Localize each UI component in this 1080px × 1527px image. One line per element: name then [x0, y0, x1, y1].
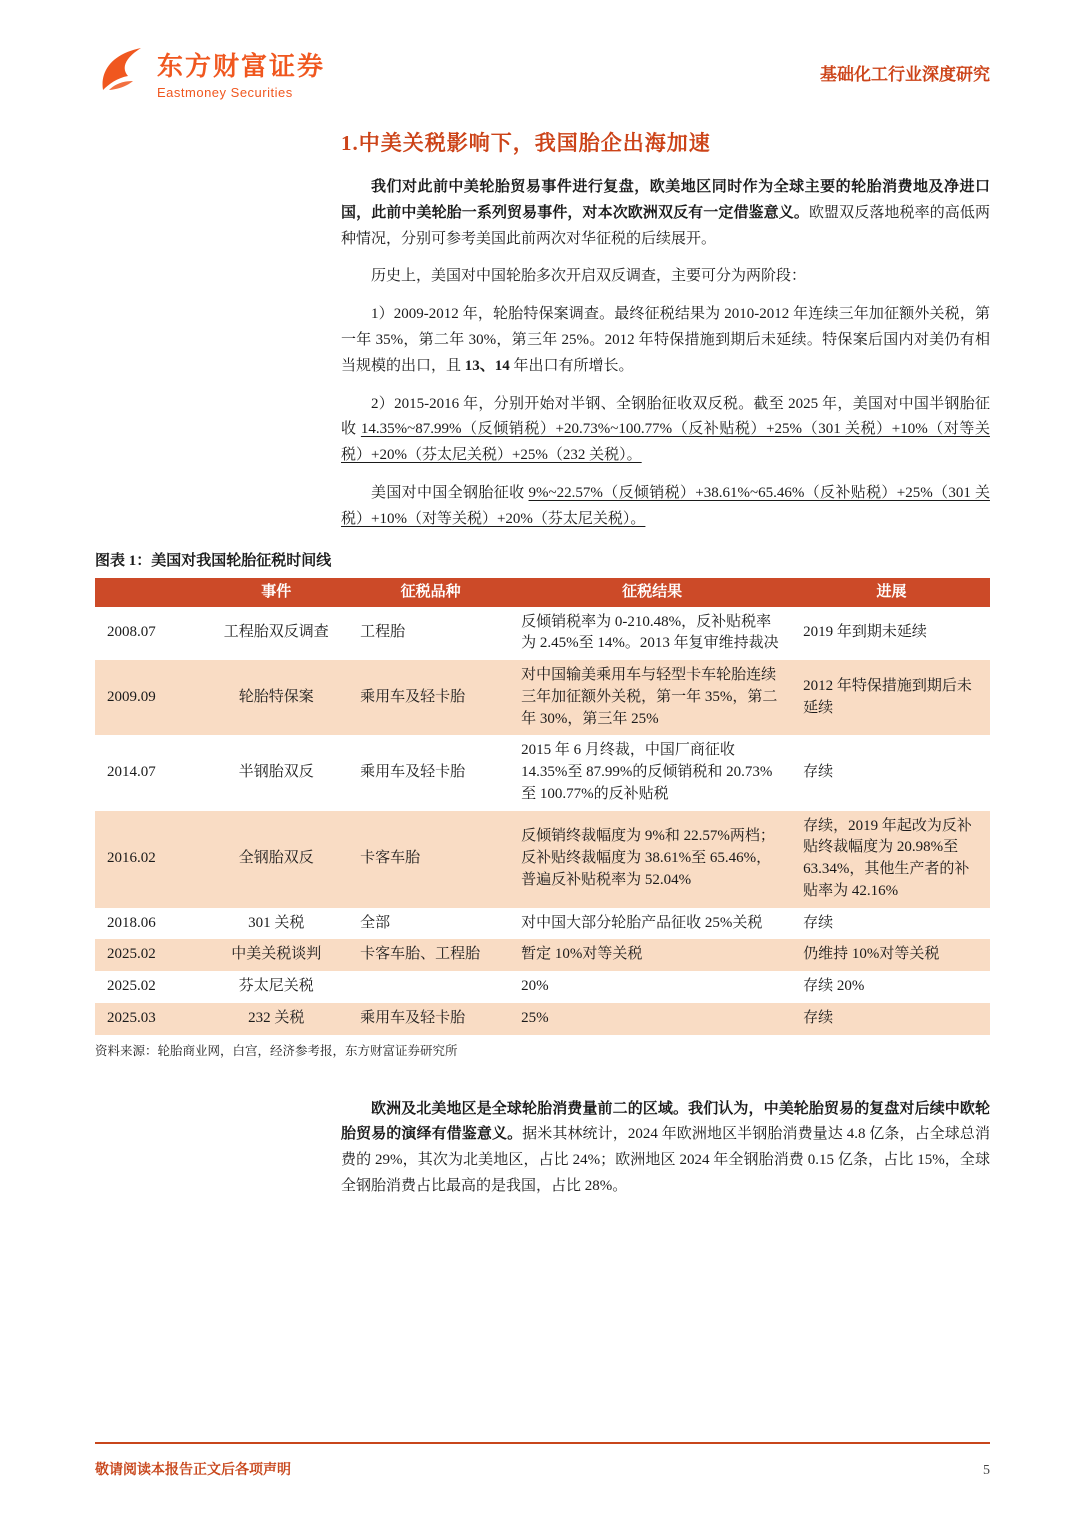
cell-category: 乘用车及轻卡胎 — [350, 1003, 511, 1035]
table-header-cell: 征税结果 — [511, 578, 793, 607]
text-run: 欧洲及北美地区是全球轮胎消费量前二的区域。我们认为，中美轮胎贸易的复盘对后续中欧轮胎贸易的演绎有借鉴意义。 — [341, 1100, 990, 1143]
text-run: 2）2015-2016 年，分别开始对半钢、全钢胎征收双反税。截至 2025 年，美国对中国半钢胎征收 — [341, 395, 990, 438]
cell-progress: 存续，2019 年起改为反补贴终裁幅度为 20.98%至 63.34%，其他生产者的补贴率为 42.16% — [793, 811, 990, 908]
text-run: 历史上，美国对中国轮胎多次开启双反调查，主要可分为两阶段： — [371, 268, 807, 285]
table-header-row — [95, 578, 990, 607]
paragraph — [341, 302, 990, 379]
cell-result: 25% — [511, 1003, 793, 1035]
paragraph — [341, 392, 990, 469]
table-row — [95, 1003, 990, 1035]
cell-progress: 存续 20% — [803, 978, 865, 995]
text-run: 1）2009-2012 年，轮胎特保案调查。最终征税结果为 2010-2012 年连续三年加征额外关税，第一年 35%，第二年 30%，第三年 25%。2012 年特保措施到期后未延续。特保案后国内对美仍有相当规模的出口，且 — [341, 306, 990, 374]
cell-event: 芬太尼关税 — [238, 978, 314, 995]
table-header-cell: 进展 — [793, 578, 990, 607]
table-row — [95, 660, 990, 735]
cell-event: 全钢胎双反 — [202, 811, 350, 908]
cell-result: 暂定 10%对等关税 — [511, 939, 793, 971]
cell-result: 对中国大部分轮胎产品征收 25%关税 — [521, 914, 763, 931]
body-paragraphs — [341, 175, 990, 533]
text-run: 据米其林统计，2024 年欧洲地区半钢胎消费量达 4.8 亿条，占全球总消费的 29%，其次为北美地区，占比 24%；欧洲地区 2024 年全钢胎消费 0.15 亿条，占比 15%，全球全钢胎消费占比最高的是我国，占比 28%。 — [341, 1126, 990, 1194]
cell-date: 2025.03 — [95, 1003, 202, 1035]
cell-date: 2025.02 — [107, 978, 156, 995]
cell-date: 2008.07 — [107, 624, 156, 641]
cell-category: 乘用车及轻卡胎 — [360, 764, 466, 781]
brand-text — [157, 46, 325, 100]
page-footer — [95, 1442, 990, 1479]
cell-date: 2016.02 — [95, 811, 202, 908]
text-run: 14.35%~87.99%（反倾销税）+20.73%~100.77%（反补贴税）+25%（301 关税）+10%（对等关税）+20%（芬太尼关税）+25%（232 关税）。 — [341, 421, 990, 464]
brand-name-cn: 东方财富证券 — [157, 50, 326, 81]
table-header-cell: 征税品种 — [350, 578, 511, 607]
cell-progress: 存续 — [803, 914, 834, 931]
cell-event: 301 关税 — [248, 914, 305, 931]
cell-event: 半钢胎双反 — [238, 764, 314, 781]
flame-logo-icon — [95, 44, 147, 101]
cell-progress: 2019 年到期未延续 — [803, 624, 927, 641]
table-row — [95, 811, 990, 908]
cell-event: 工程胎双反调查 — [223, 624, 329, 641]
text-run: 欧盟双反落地税率的高低两种情况，分别可参考美国此前两次对华征税的后续展开。 — [341, 204, 990, 247]
cell-progress: 2012 年特保措施到期后未延续 — [793, 660, 990, 735]
table-header-cell: 事件 — [202, 578, 350, 607]
paragraph — [341, 481, 990, 533]
section-title: 1.中美关税影响下，我国胎企出海加速 — [341, 131, 711, 155]
brand-name-en: Eastmoney Securities — [157, 84, 293, 100]
cell-category: 全部 — [360, 914, 391, 931]
text-run: 美国对中国全钢胎征收 — [371, 484, 529, 501]
cell-event: 中美关税谈判 — [202, 939, 350, 971]
footer-disclaimer: 敬请阅读本报告正文后各项声明 — [95, 1463, 291, 1478]
cell-event: 232 关税 — [202, 1003, 350, 1035]
table-row — [95, 908, 990, 940]
cell-date: 2014.07 — [107, 764, 156, 781]
source-note: 资料来源：轮胎商业网，白宫，经济参考报，东方财富证券研究所 — [95, 1043, 458, 1058]
paragraph — [341, 175, 990, 252]
cell-category: 卡客车胎、工程胎 — [350, 939, 511, 971]
table-header-cell — [95, 578, 202, 607]
cell-date: 2025.02 — [95, 939, 202, 971]
page-number: 5 — [983, 1463, 990, 1478]
text-run: 年出口有所增长。 — [509, 357, 634, 374]
tariff-timeline-table — [95, 578, 990, 1035]
cell-progress: 仍维持 10%对等关税 — [793, 939, 990, 971]
text-run: 9%~22.57%（反倾销税）+38.61%~65.46%（反补贴税）+25%（301 关税）+10%（对等关税）+20%（芬太尼关税）。 — [341, 484, 990, 527]
table-head — [95, 578, 990, 607]
table-row — [95, 607, 990, 661]
figure-caption: 图表 1：美国对我国轮胎征税时间线 — [95, 552, 332, 569]
brand-logo — [95, 44, 325, 101]
text-run: 我们对此前中美轮胎贸易事件进行复盘，欧美地区同时作为全球主要的轮胎消费地及净进口国，此前中美轮胎一系列贸易事件，对本次欧洲双反有一定借鉴意义。 — [341, 179, 990, 221]
closing-paragraphs — [341, 1097, 990, 1200]
paragraph — [341, 264, 990, 290]
cell-date: 2009.09 — [95, 660, 202, 735]
cell-result: 反倾销税率为 0-210.48%，反补贴税率为 2.45%至 14%。2013 年复审维持裁决 — [521, 613, 779, 652]
paragraph — [341, 1097, 990, 1200]
report-type-label: 基础化工行业深度研究 — [820, 65, 990, 84]
cell-event: 轮胎特保案 — [202, 660, 350, 735]
page-header — [95, 44, 990, 101]
cell-result: 对中国输美乘用车与轻型卡车轮胎连续三年加征额外关税，第一年 35%，第二年 30%，第三年 25% — [511, 660, 793, 735]
table-row — [95, 735, 990, 810]
cell-progress: 存续 — [793, 1003, 990, 1035]
cell-category: 工程胎 — [360, 624, 406, 641]
table-body — [95, 607, 990, 1035]
cell-result: 20% — [521, 978, 549, 995]
text-run: 13、14 — [464, 357, 510, 374]
cell-progress: 存续 — [803, 764, 834, 781]
cell-date: 2018.06 — [107, 914, 156, 931]
cell-result: 2015 年 6 月终裁，中国厂商征收 14.35%至 87.99%的反倾销税和 20.73%至 100.77%的反补贴税 — [521, 742, 773, 802]
cell-category: 乘用车及轻卡胎 — [350, 660, 511, 735]
cell-category: 卡客车胎 — [350, 811, 511, 908]
table-row — [95, 939, 990, 971]
table-row — [95, 971, 990, 1003]
cell-result: 反倾销终裁幅度为 9%和 22.57%两档；反补贴终裁幅度为 38.61%至 65.46%，普遍反补贴税率为 52.04% — [511, 811, 793, 908]
cell-category — [350, 971, 511, 1003]
